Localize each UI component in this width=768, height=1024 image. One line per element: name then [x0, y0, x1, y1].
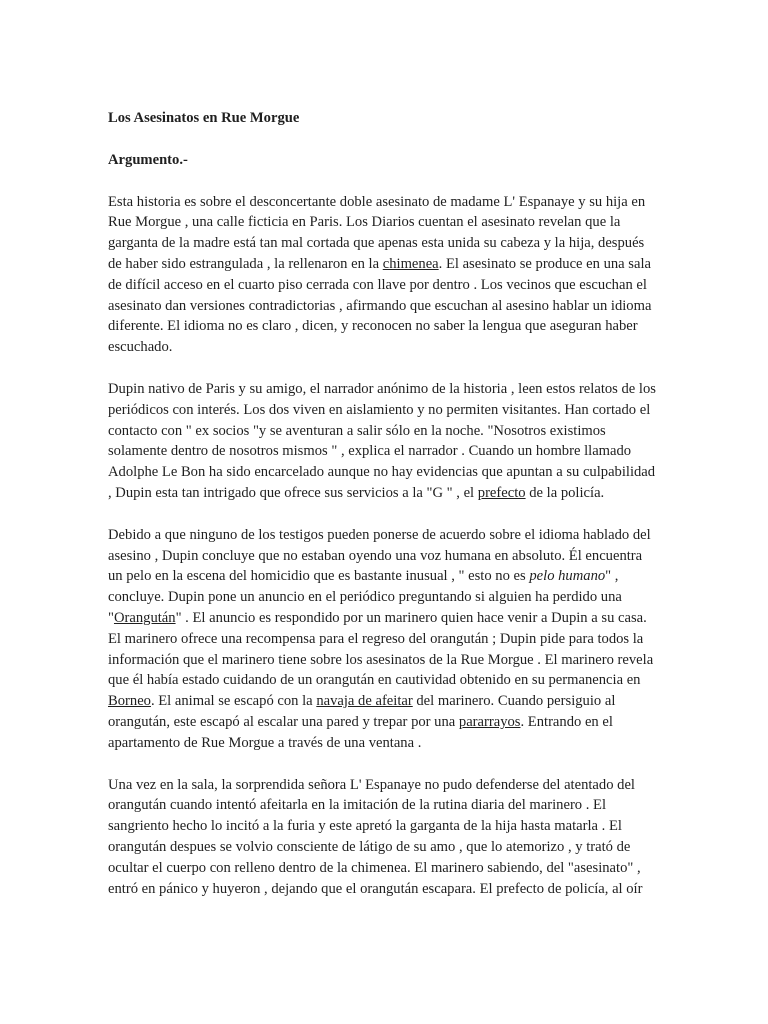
document-page	[108, 108, 656, 920]
paragraph-1	[108, 192, 656, 358]
paragraph-3-text-f: . Entrando en el apartamento de Rue Morgue a través de una ventana .	[108, 713, 613, 751]
paragraph-3-text-a: Debido a que ninguno de los testigos pueden ponerse de acuerdo sobre el idioma hablado del asesino , Dupin concluye que no estaban oyendo una voz humana en absoluto. Él encuentra un pelo en la escena del homicidio que es bastante inusual , " esto no es	[108, 526, 651, 585]
paragraph-3-text-c: " . El anuncio es respondido por un marinero quien hace venir a Dupin a su casa. El marinero ofrece una recompensa para el regreso del orangután ; Dupin pide para todos la información que el marinero tiene sobre los asesinatos de la Rue Morgue . El marinero revela que él había estado cuidando de un orangután en cautividad obtenido en su permanencia en	[108, 609, 654, 689]
paragraph-4-text: Una vez en la sala, la sorprendida señora L' Espanaye no pudo defenderse del atentado del orangután cuando intentó afeitarla en la imitación de la rutina diaria del marinero . El sangriento hecho lo incitó a la furia y este apretó la garganta de la hija hasta matarla . El orangután despues se volvio consciente de látigo de su amo , que lo atemorizo , y trató de ocultar el cuerpo con relleno dentro de la chimenea. El marinero sabiendo, del "asesinato" , entró en pánico y huyeron , dejando que el orangután escapara. El prefecto de policía, al oír	[108, 776, 643, 897]
paragraph-1-text-a: Esta historia es sobre el desconcertante doble asesinato de madame L' Espanaye y su hija en Rue Morgue , una calle ficticia en Paris. Los Diarios cuentan el asesinato revelan que la garganta de la madre está tan mal cortada que apenas esta unida su cabeza y la hija, después de haber sido estrangulada , la rellenaron en la	[108, 193, 646, 272]
link-orangutan[interactable]: Orangután	[113, 609, 176, 626]
paragraph-3-text-d: . El animal se escapó con la	[150, 693, 317, 710]
paragraph-1-text-b: . El asesinato se produce en una sala de difícil acceso en el cuarto piso cerrada con llave por dentro . Los vecinos que escuchan el asesinato dan versiones contradictorias , afirmando que escuchan al asesino hablar un idioma diferente. El idioma no es claro , dicen, y reconocen no saber la lengua que aseguran haber escuchado.	[108, 255, 652, 356]
link-navaja-de-afeitar[interactable]: navaja de afeitar	[316, 693, 413, 710]
link-chimenea[interactable]: chimenea	[382, 255, 439, 272]
link-borneo[interactable]: Borneo	[108, 693, 151, 710]
paragraph-3-text-b: " , concluye. Dupin pone un anuncio en el periódico preguntando si alguien ha perdido una "	[108, 568, 622, 626]
document-title: Los Asesinatos en Rue Morgue	[108, 110, 300, 126]
section-heading: Argumento.-	[108, 151, 188, 168]
italic-pelo-humano: pelo humano	[529, 568, 606, 585]
paragraph-2-text-a: Dupin nativo de Paris y su amigo, el narrador anónimo de la historia , leen estos relatos de los periódicos con interés. Los dos viven en aislamiento y no permiten visitantes. Han cortado el contacto con " ex socios "y se aventuran a salir sólo en la noche. "Nosotros existimos solamente dentro de nosotros mismos " , explica el narrador . Cuando un hombre llamado Adolphe Le Bon ha sido encarcelado aunque no hay evidencias que apuntan a su culpabilidad , Dupin esta tan intrigado que ofrece sus servicios a la "G " , el	[108, 380, 656, 501]
paragraph-2	[108, 379, 656, 504]
link-pararrayos[interactable]: pararrayos	[458, 713, 521, 730]
paragraph-4	[108, 775, 656, 900]
paragraph-3	[108, 525, 656, 754]
paragraph-3-text-e: del marinero. Cuando persiguio al orangután, este escapó al escalar una pared y trepar por una	[108, 693, 616, 730]
paragraph-2-text-b: de la policía.	[525, 484, 605, 501]
link-prefecto[interactable]: prefecto	[477, 484, 526, 501]
